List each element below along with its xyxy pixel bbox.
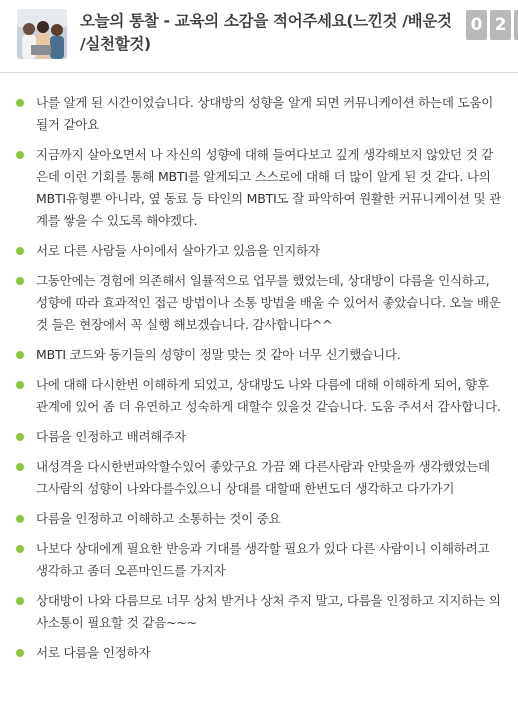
bullet-icon — [16, 463, 24, 471]
response-text: 서로 다름을 인정하자 — [36, 645, 151, 660]
people-photo-icon — [17, 9, 67, 59]
response-counter — [466, 10, 518, 40]
list-item — [0, 426, 518, 448]
bullet-icon — [16, 99, 24, 107]
board-header — [0, 0, 518, 73]
list-item — [0, 240, 518, 262]
topic-thumbnail-photo — [17, 9, 67, 59]
bullet-icon — [16, 247, 24, 255]
response-text: 내성격을 다시한번파악할수있어 좋았구요 가끔 왜 다른사람과 안맞을까 생각했었는데 그사람의 성향이 나와다를수있으니 상대를 대할때 한번도더 생각하고 다가가기 — [36, 459, 490, 496]
response-text: 나에 대해 다시한번 이해하게 되었고, 상대방도 나와 다름에 대해 이해하게 되어, 향후 관계에 있어 좀 더 유연하고 성숙하게 대할수 있을것 같습니다. 도움 주셔서 감사합니다. — [36, 377, 501, 414]
response-text: MBTI 코드와 동기들의 성향이 정말 맞는 것 같아 너무 신기했습니다. — [36, 347, 401, 362]
bullet-icon — [16, 151, 24, 159]
list-item — [0, 144, 518, 232]
response-text: 다름을 인정하고 이해하고 소통하는 것이 중요 — [36, 511, 281, 526]
list-item — [0, 508, 518, 530]
response-text: 지금까지 살아오면서 나 자신의 성향에 대해 들여다보고 깊게 생각해보지 않았던 것 같은데 이런 기회를 통해 MBTI를 알게되고 스스로에 대해 더 많이 알게 된 것 같다. 나의 MBTI유형뿐 아니라, 옆 동료 등 타인의 MBTI도 잘 파악하여 원활한 커뮤니케이션 및 관계를 쌓을 수 있도록 해야겠다. — [36, 147, 502, 228]
response-text: 그동안에는 경험에 의존해서 일률적으로 업무를 했었는데, 상대방이 다름을 인식하고, 성향에 따라 효과적인 접근 방법이나 소통 방법을 배울 수 있어서 좋았습니다. 오늘 배운 것 들은 현장에서 꼭 실행 해보겠습니다. 감사합니다^^ — [36, 273, 501, 332]
response-list — [0, 92, 518, 672]
bullet-icon — [16, 351, 24, 359]
list-item — [0, 344, 518, 366]
bullet-icon — [16, 433, 24, 441]
list-item — [0, 642, 518, 664]
response-text: 나보다 상대에게 필요한 반응과 기대를 생각할 필요가 있다 다른 사람이니 이해하려고 생각하고 좀더 오픈마인드를 가지자 — [36, 541, 490, 578]
counter-digit — [514, 10, 518, 40]
counter-digit: 0 — [466, 10, 487, 40]
response-text: 다름을 인정하고 배려해주자 — [36, 429, 187, 444]
bullet-icon — [16, 545, 24, 553]
bullet-icon — [16, 597, 24, 605]
counter-digit: 2 — [490, 10, 511, 40]
list-item — [0, 92, 518, 136]
list-item — [0, 590, 518, 634]
topic-title: 오늘의 통찰 - 교육의 소감을 적어주세요(느낀것 /배운것 /실천할것) — [80, 12, 452, 53]
bullet-icon — [16, 649, 24, 657]
response-text: 서로 다른 사람들 사이에서 살아가고 있음을 인지하자 — [36, 243, 320, 258]
list-item — [0, 374, 518, 418]
list-item — [0, 538, 518, 582]
list-item — [0, 270, 518, 336]
bullet-icon — [16, 381, 24, 389]
response-text: 상대방이 나와 다름므로 너무 상처 받거나 상처 주지 말고, 다름을 인정하고 지지하는 의사소통이 필요할 것 같음~~~ — [36, 593, 501, 630]
bullet-icon — [16, 515, 24, 523]
bullet-icon — [16, 277, 24, 285]
response-text: 나를 알게 된 시간이었습니다. 상대방의 성향을 알게 되면 커뮤니케이션 하는데 도움이 될거 같아요 — [36, 95, 494, 132]
list-item — [0, 456, 518, 500]
